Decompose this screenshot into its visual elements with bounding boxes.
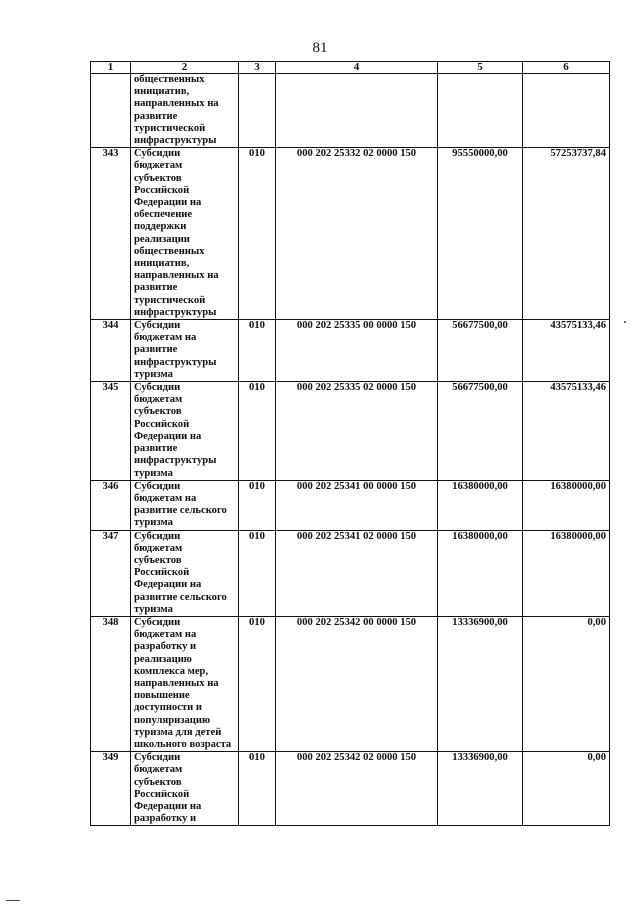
col-header-1: 1: [91, 62, 131, 74]
row-budget-code: 000 202 25342 02 0000 150: [276, 752, 438, 826]
table-row: [91, 320, 610, 382]
row-number: 348: [91, 616, 131, 751]
row-plan-amount: 13336900,00: [438, 752, 523, 826]
row-budget-code: 000 202 25335 02 0000 150: [276, 382, 438, 481]
row-budget-code: 000 202 25341 00 0000 150: [276, 480, 438, 530]
row-budget-code: 000 202 25341 02 0000 150: [276, 530, 438, 616]
row-fact-amount: 43575133,46: [523, 320, 610, 382]
page-number: 81: [312, 40, 328, 56]
row-admin-code: 010: [239, 382, 276, 481]
table-row: [91, 530, 610, 616]
row-name: Субсидии бюджетам на разработку и реализацию комплекса мер, направленных на повышение доступности и популяризацию туризма для детей школьного возраста: [131, 616, 239, 751]
row-admin-code: 010: [239, 480, 276, 530]
row-number: 346: [91, 480, 131, 530]
col-header-5: 5: [438, 62, 523, 74]
row-name: Субсидии бюджетам субъектов Российской Федерации на развитие сельского туризма: [131, 530, 239, 616]
row-budget-code: [276, 74, 438, 148]
col-header-2: 2: [131, 62, 239, 74]
row-number: 343: [91, 148, 131, 320]
row-name: Субсидии бюджетам субъектов Российской Федерации на разработку и: [131, 752, 239, 826]
row-plan-amount: 56677500,00: [438, 382, 523, 481]
row-admin-code: 010: [239, 320, 276, 382]
table-row: [91, 752, 610, 826]
table-row: [91, 480, 610, 530]
row-fact-amount: 0,00: [523, 752, 610, 826]
row-budget-code: 000 202 25332 02 0000 150: [276, 148, 438, 320]
row-number: 344: [91, 320, 131, 382]
header-row: [91, 62, 610, 74]
col-header-3: 3: [239, 62, 276, 74]
row-admin-code: 010: [239, 530, 276, 616]
table-row: [91, 74, 610, 148]
row-plan-amount: [438, 74, 523, 148]
row-plan-amount: 16380000,00: [438, 480, 523, 530]
row-name: Субсидии бюджетам субъектов Российской Федерации на обеспечение поддержки реализации общественных инициатив, направленных на развитие туристической инфраструктуры: [131, 148, 239, 320]
row-plan-amount: 13336900,00: [438, 616, 523, 751]
row-budget-code: 000 202 25335 00 0000 150: [276, 320, 438, 382]
table-row: [91, 382, 610, 481]
row-number: [91, 74, 131, 148]
row-admin-code: 010: [239, 616, 276, 751]
row-admin-code: [239, 74, 276, 148]
row-admin-code: 010: [239, 752, 276, 826]
row-number: 349: [91, 752, 131, 826]
table-row: [91, 616, 610, 751]
row-name: Субсидии бюджетам на развитие сельского туризма: [131, 480, 239, 530]
row-name: Субсидии бюджетам субъектов Российской Федерации на развитие инфраструктуры туризма: [131, 382, 239, 481]
row-fact-amount: 57253737,84: [523, 148, 610, 320]
row-name: общественных инициатив, направленных на развитие туристической инфраструктуры: [131, 74, 239, 148]
row-plan-amount: 16380000,00: [438, 530, 523, 616]
budget-table: [90, 61, 610, 826]
row-fact-amount: 43575133,46: [523, 382, 610, 481]
row-fact-amount: 0,00: [523, 616, 610, 751]
row-fact-amount: 16380000,00: [523, 530, 610, 616]
row-number: 347: [91, 530, 131, 616]
row-plan-amount: 56677500,00: [438, 320, 523, 382]
table-row: [91, 148, 610, 320]
row-fact-amount: 16380000,00: [523, 480, 610, 530]
row-fact-amount: [523, 74, 610, 148]
row-number: 345: [91, 382, 131, 481]
row-budget-code: 000 202 25342 00 0000 150: [276, 616, 438, 751]
row-plan-amount: 95550000,00: [438, 148, 523, 320]
scan-edge-mark: [6, 900, 20, 901]
row-admin-code: 010: [239, 148, 276, 320]
scan-speck: [624, 321, 626, 323]
row-name: Субсидии бюджетам на развитие инфраструктуры туризма: [131, 320, 239, 382]
col-header-4: 4: [276, 62, 438, 74]
col-header-6: 6: [523, 62, 610, 74]
